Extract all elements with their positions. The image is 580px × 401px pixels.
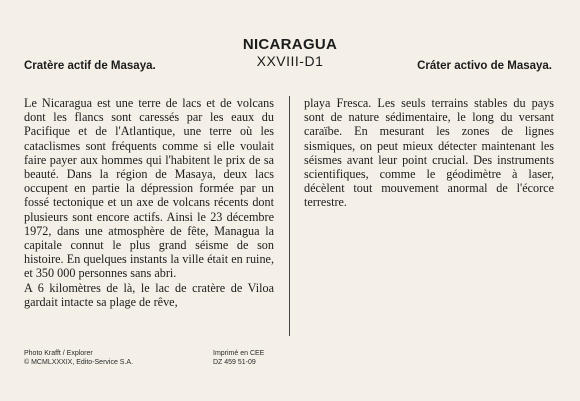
print-line-2: DZ 459 51-09 [213, 359, 256, 366]
credit-line-1: Photo Krafft / Explorer [24, 350, 93, 357]
paragraph-1: Le Nicaragua est une terre de lacs et de volcans dont les flancs sont caressés par les eaux du Pacifique et de l'Atlantique, une terre où les cataclismes sont fréquents comme si elle voulait faire payer aux hommes qui l'habitent le prix de sa beauté. Dans la région de Masaya, deux lacs occupent en partie la dépression formée par un fossé tectonique et un axe de volcans récents dont plusieurs sont encore actifs. Ainsi le 23 décembre 1972, dans une atmosphère de fête, Managua la capitale connut le plus grand séisme de son histoire. En quelques instants la ville était en ruine, et 350 000 personnes sans abri. [24, 96, 274, 281]
country-title: NICARAGUA [242, 36, 338, 53]
text-column-right [304, 96, 554, 210]
photo-credit [24, 349, 133, 367]
column-divider [289, 96, 290, 336]
paragraph-2: A 6 kilomètres de là, le lac de cratère de Viloa gardait intacte sa plage de rêve, [24, 280, 274, 309]
caption-spanish: Cráter activo de Masaya. [417, 60, 552, 72]
caption-french: Cratère actif de Masaya. [24, 60, 156, 72]
print-line-1: Imprimé en CEE [213, 350, 265, 357]
card-code: XXVIII-D1 [256, 53, 324, 69]
paragraph-3: playa Fresca. Les seuls terrains stables du pays sont de nature sédimentaire, le long du versant caraïbe. En mesurant les zones de lignes sismiques, on peut mieux détecter maintenant les séismes avant leur point crucial. Des instruments scientifiques, comme le géodimètre à laser, décèlent tout mouvement anormal de l'écorce terrestre. [304, 96, 554, 210]
print-info [213, 349, 264, 367]
text-column-left [24, 96, 274, 309]
credit-line-2: © MCMLXXXIX, Edito-Service S.A. [24, 359, 134, 366]
